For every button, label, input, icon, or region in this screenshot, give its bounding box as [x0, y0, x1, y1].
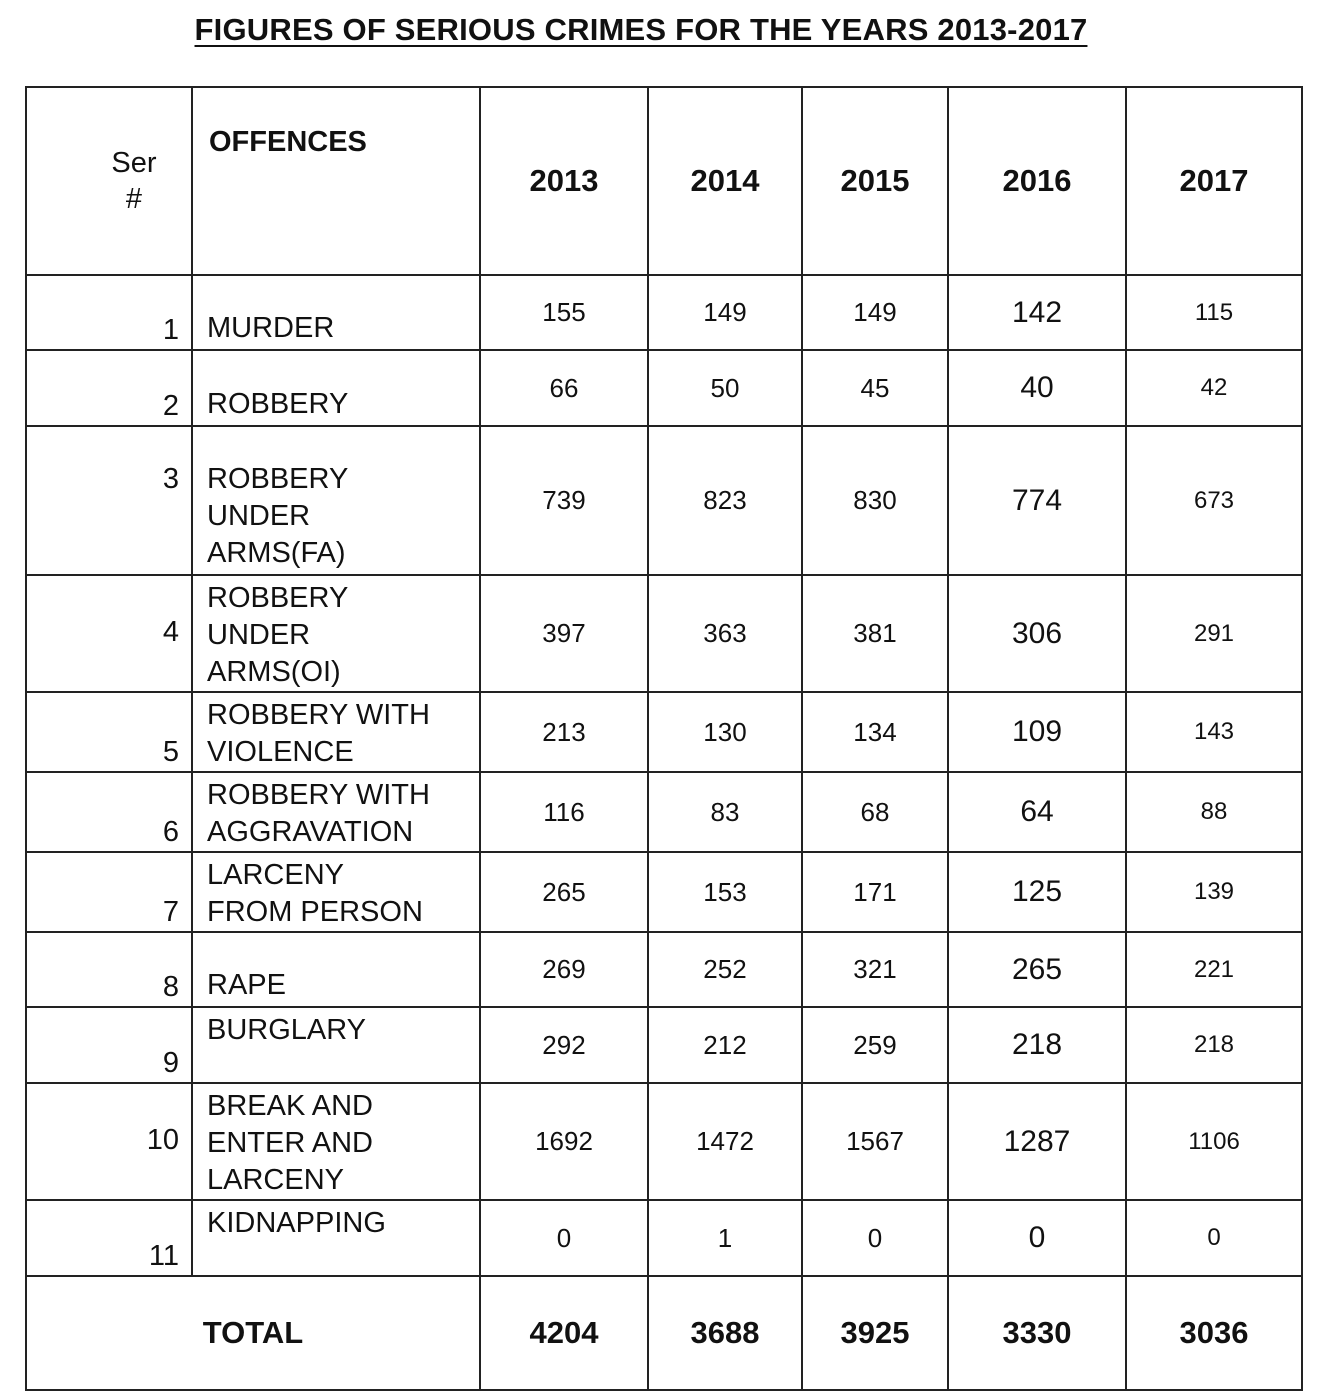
total-2015: 3925 [802, 1276, 948, 1390]
table-row [26, 1083, 1302, 1200]
value-cell-2013: 213 [480, 692, 648, 772]
offence-name-line: ENTER AND [207, 1127, 373, 1159]
value-cell-2015: 149 [802, 275, 948, 350]
offence-name-line: AGGRAVATION [207, 816, 414, 848]
value-cell-2015: 321 [802, 932, 948, 1007]
value-cell-2014: 1 [648, 1200, 802, 1276]
ser-number: 2 [26, 350, 192, 426]
offence-name-line: FROM PERSON [207, 896, 423, 928]
value-cell-2014: 823 [648, 426, 802, 575]
table-row [26, 772, 1302, 852]
offence-name-line: ARMS(FA) [207, 537, 346, 569]
ser-number: 10 [26, 1083, 192, 1200]
value-cell-2017: 221 [1126, 932, 1302, 1007]
offence-name-line: ROBBERY WITH [207, 699, 430, 731]
total-2014: 3688 [648, 1276, 802, 1390]
year-header-2017: 2017 [1126, 87, 1302, 275]
offence-name-line: ROBBERY [207, 463, 349, 495]
value-cell-2014: 363 [648, 575, 802, 692]
year-header-2013: 2013 [480, 87, 648, 275]
table-row [26, 275, 1302, 350]
offence-name [192, 852, 480, 932]
value-cell-2017: 673 [1126, 426, 1302, 575]
value-cell-2017: 42 [1126, 350, 1302, 426]
offence-name-line: UNDER [207, 619, 311, 651]
year-header-2014: 2014 [648, 87, 802, 275]
value-cell-2014: 50 [648, 350, 802, 426]
offence-name [192, 1007, 480, 1083]
value-cell-2015: 68 [802, 772, 948, 852]
offences-header: OFFENCES [192, 87, 480, 275]
value-cell-2017: 143 [1126, 692, 1302, 772]
offence-name [192, 772, 480, 852]
value-cell-2016: 109 [948, 692, 1126, 772]
offence-name [192, 692, 480, 772]
value-cell-2013: 1692 [480, 1083, 648, 1200]
value-cell-2014: 1472 [648, 1083, 802, 1200]
table-body [26, 275, 1302, 1276]
value-cell-2013: 739 [480, 426, 648, 575]
offence-name [192, 575, 480, 692]
value-cell-2016: 774 [948, 426, 1126, 575]
ser-number: 4 [26, 575, 192, 692]
value-cell-2017: 115 [1126, 275, 1302, 350]
value-cell-2016: 265 [948, 932, 1126, 1007]
value-cell-2017: 218 [1126, 1007, 1302, 1083]
value-cell-2014: 130 [648, 692, 802, 772]
value-cell-2015: 1567 [802, 1083, 948, 1200]
ser-number: 6 [26, 772, 192, 852]
offence-name-line: ROBBERY [207, 582, 349, 614]
table-row [26, 426, 1302, 575]
ser-number: 3 [26, 426, 192, 575]
table-row [26, 932, 1302, 1007]
value-cell-2017: 139 [1126, 852, 1302, 932]
table-row [26, 692, 1302, 772]
ser-header-label: Ser [111, 147, 157, 179]
value-cell-2016: 0 [948, 1200, 1126, 1276]
value-cell-2013: 292 [480, 1007, 648, 1083]
offence-name-line: VIOLENCE [207, 736, 354, 768]
ser-number: 11 [26, 1200, 192, 1276]
offence-name-line: MURDER [207, 312, 335, 344]
value-cell-2014: 212 [648, 1007, 802, 1083]
total-label: TOTAL [26, 1276, 480, 1390]
ser-number: 8 [26, 932, 192, 1007]
offence-name-line: ROBBERY [207, 388, 349, 420]
value-cell-2017: 291 [1126, 575, 1302, 692]
value-cell-2015: 45 [802, 350, 948, 426]
offence-name-line: ARMS(OI) [207, 656, 341, 688]
value-cell-2015: 134 [802, 692, 948, 772]
offence-name-line: LARCENY [207, 1164, 344, 1196]
value-cell-2013: 265 [480, 852, 648, 932]
offence-name-line: BURGLARY [207, 1014, 367, 1046]
table-header-row [26, 87, 1302, 275]
total-2016: 3330 [948, 1276, 1126, 1390]
table-row [26, 350, 1302, 426]
value-cell-2016: 1287 [948, 1083, 1126, 1200]
total-2017: 3036 [1126, 1276, 1302, 1390]
offence-name [192, 275, 480, 350]
value-cell-2014: 149 [648, 275, 802, 350]
value-cell-2017: 1106 [1126, 1083, 1302, 1200]
ser-header [26, 87, 192, 275]
value-cell-2015: 0 [802, 1200, 948, 1276]
value-cell-2016: 125 [948, 852, 1126, 932]
ser-number: 7 [26, 852, 192, 932]
crime-figures-table [25, 86, 1303, 1391]
value-cell-2017: 88 [1126, 772, 1302, 852]
value-cell-2016: 40 [948, 350, 1126, 426]
ser-number: 5 [26, 692, 192, 772]
value-cell-2016: 142 [948, 275, 1126, 350]
value-cell-2017: 0 [1126, 1200, 1302, 1276]
offence-name [192, 1200, 480, 1276]
value-cell-2015: 381 [802, 575, 948, 692]
value-cell-2016: 64 [948, 772, 1126, 852]
ser-number: 9 [26, 1007, 192, 1083]
offence-name-line: KIDNAPPING [207, 1207, 386, 1239]
offence-name-line: LARCENY [207, 859, 344, 891]
value-cell-2014: 83 [648, 772, 802, 852]
table-row [26, 1007, 1302, 1083]
value-cell-2013: 66 [480, 350, 648, 426]
ser-header-hash: # [125, 183, 143, 215]
offence-name [192, 426, 480, 575]
value-cell-2015: 259 [802, 1007, 948, 1083]
value-cell-2013: 0 [480, 1200, 648, 1276]
value-cell-2013: 155 [480, 275, 648, 350]
offence-name-line: BREAK AND [207, 1090, 373, 1122]
ser-number: 1 [26, 275, 192, 350]
value-cell-2015: 830 [802, 426, 948, 575]
value-cell-2014: 252 [648, 932, 802, 1007]
table-row [26, 575, 1302, 692]
value-cell-2013: 116 [480, 772, 648, 852]
value-cell-2016: 218 [948, 1007, 1126, 1083]
value-cell-2013: 397 [480, 575, 648, 692]
table-row [26, 1200, 1302, 1276]
offence-name-line: RAPE [207, 969, 286, 1001]
total-row [26, 1276, 1302, 1390]
offence-name [192, 1083, 480, 1200]
table-row [26, 852, 1302, 932]
value-cell-2013: 269 [480, 932, 648, 1007]
offence-name [192, 350, 480, 426]
value-cell-2016: 306 [948, 575, 1126, 692]
offence-name-line: UNDER [207, 500, 311, 532]
document-title: FIGURES OF SERIOUS CRIMES FOR THE YEARS 2013-2017 [194, 12, 1088, 47]
year-header-2016: 2016 [948, 87, 1126, 275]
total-2013: 4204 [480, 1276, 648, 1390]
offence-name-line: ROBBERY WITH [207, 779, 430, 811]
year-header-2015: 2015 [802, 87, 948, 275]
value-cell-2014: 153 [648, 852, 802, 932]
offence-name [192, 932, 480, 1007]
value-cell-2015: 171 [802, 852, 948, 932]
